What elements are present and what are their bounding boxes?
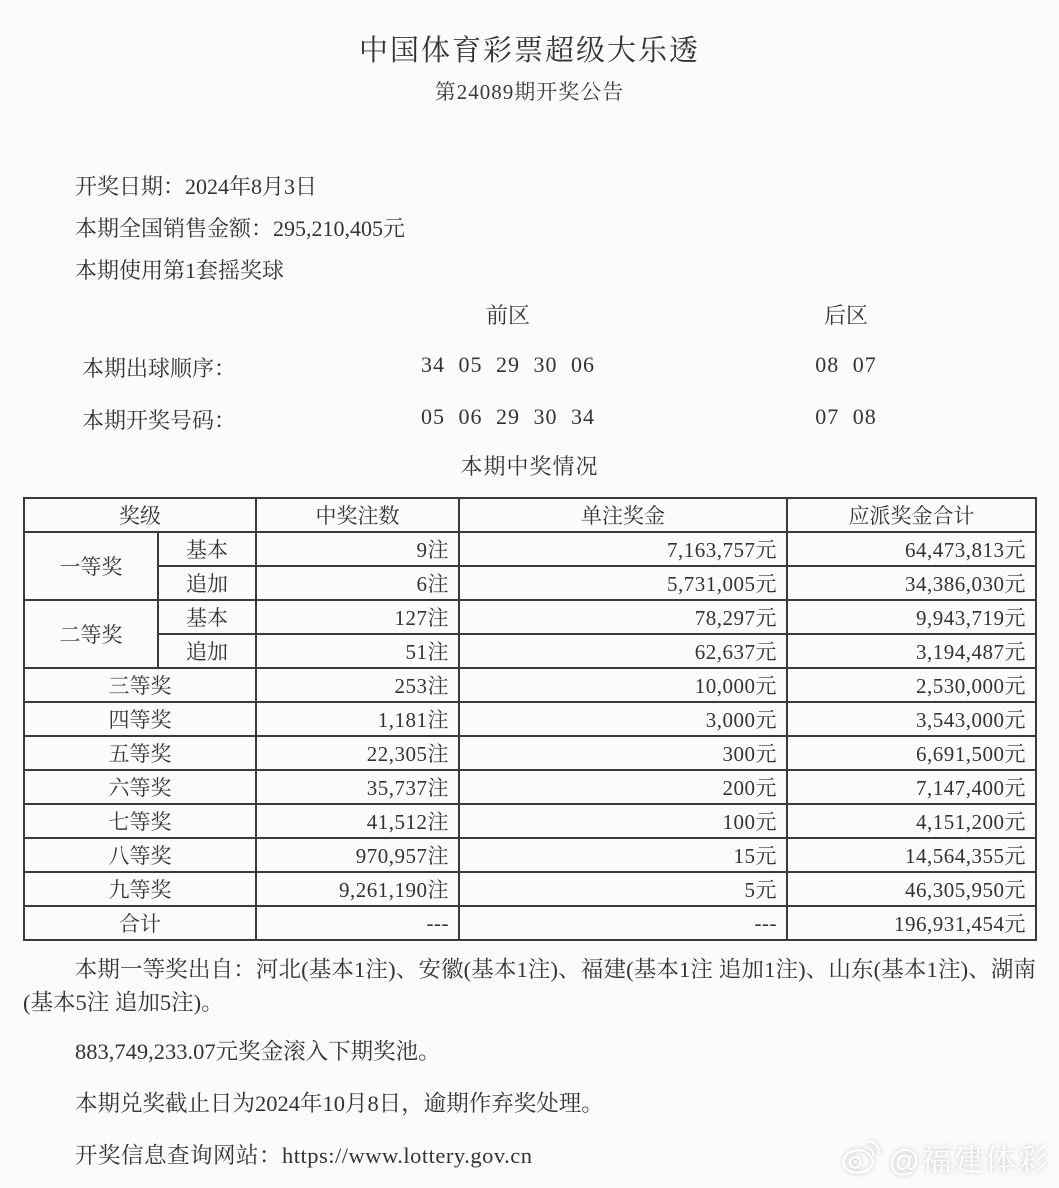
cell-prize: 5,731,005元	[459, 566, 787, 600]
cell-tier: 五等奖	[24, 736, 256, 770]
table-row	[24, 532, 1036, 566]
table-row	[24, 770, 1036, 804]
cell-count: 9注	[256, 532, 459, 566]
winning-numbers-front: 05 06 29 30 34	[421, 404, 595, 429]
cell-count: 127注	[256, 600, 459, 634]
cell-tier: 三等奖	[24, 668, 256, 702]
cell-total: 64,473,813元	[787, 532, 1036, 566]
watermark	[839, 1135, 1049, 1180]
cell-subtype: 追加	[158, 634, 256, 668]
winning-numbers-label: 本期开奖号码：	[82, 408, 237, 433]
deadline-note: 本期兑奖截止日为2024年10月8日，逾期作弃奖处理。	[75, 1091, 604, 1116]
table-row	[24, 872, 1036, 906]
cell-count: 41,512注	[256, 804, 459, 838]
ball-order-label: 本期出球顺序：	[82, 356, 237, 381]
first-prize-origin-note: 本期一等奖出自：河北(基本1注)、安徽(基本1注)、福建(基本1注 追加1注)、山东(基本1注)、湖南(基本5注 追加5注)。	[23, 957, 1036, 1015]
table-row	[24, 736, 1036, 770]
cell-prize: 300元	[459, 736, 787, 770]
cell-prize: 62,637元	[459, 634, 787, 668]
summary-prize: ---	[459, 906, 787, 940]
table-row	[24, 702, 1036, 736]
cell-total: 14,564,355元	[787, 838, 1036, 872]
cell-count: 9,261,190注	[256, 872, 459, 906]
cell-tier: 二等奖	[24, 600, 158, 668]
table-row	[24, 804, 1036, 838]
website-note: 开奖信息查询网站：https://www.lottery.gov.cn	[75, 1143, 533, 1168]
draw-date-line: 开奖日期：2024年8月3日	[75, 174, 318, 199]
table-row	[24, 566, 1036, 600]
table-row	[24, 634, 1036, 668]
cell-tier: 九等奖	[24, 872, 256, 906]
header-count: 中奖注数	[256, 498, 459, 532]
cell-prize: 3,000元	[459, 702, 787, 736]
cell-count: 35,737注	[256, 770, 459, 804]
ball-order-row	[0, 352, 1059, 382]
watermark-handle: @福建体彩	[888, 1143, 1049, 1178]
cell-total: 4,151,200元	[787, 804, 1036, 838]
page-subtitle: 第24089期开奖公告	[434, 80, 625, 104]
results-section-title: 本期中奖情况	[460, 454, 599, 479]
cell-total: 34,386,030元	[787, 566, 1036, 600]
table-summary-row	[24, 906, 1036, 940]
table-row	[24, 668, 1036, 702]
ball-order-front-numbers: 34 05 29 30 06	[421, 352, 595, 377]
rollover-note: 883,749,233.07元奖金滚入下期奖池。	[75, 1039, 441, 1064]
header-tier: 奖级	[24, 498, 256, 532]
cell-count: 51注	[256, 634, 459, 668]
cell-prize: 5元	[459, 872, 787, 906]
cell-subtype: 追加	[158, 566, 256, 600]
page-title: 中国体育彩票超级大乐透	[358, 35, 700, 67]
sales-amount-line: 本期全国销售金额：295,210,405元	[75, 216, 406, 241]
front-zone-label: 前区	[485, 303, 530, 328]
cell-prize: 78,297元	[459, 600, 787, 634]
cell-subtype: 基本	[158, 532, 256, 566]
cell-prize: 200元	[459, 770, 787, 804]
back-zone-label: 后区	[823, 303, 868, 328]
draw-info-block	[75, 166, 405, 292]
header-total: 应派奖金合计	[787, 498, 1036, 532]
cell-tier: 八等奖	[24, 838, 256, 872]
table-header-row	[24, 498, 1036, 532]
winning-numbers-row	[0, 404, 1059, 434]
cell-prize: 10,000元	[459, 668, 787, 702]
cell-count: 253注	[256, 668, 459, 702]
summary-label: 合计	[24, 906, 256, 940]
cell-tier: 一等奖	[24, 532, 158, 600]
cell-total: 9,943,719元	[787, 600, 1036, 634]
cell-tier: 七等奖	[24, 804, 256, 838]
cell-total: 3,543,000元	[787, 702, 1036, 736]
cell-count: 6注	[256, 566, 459, 600]
header-prize: 单注奖金	[459, 498, 787, 532]
cell-prize: 7,163,757元	[459, 532, 787, 566]
weibo-icon	[839, 1139, 881, 1177]
ball-set-line: 本期使用第1套摇奖球	[75, 258, 285, 283]
ball-order-back-numbers: 08 07	[815, 352, 877, 377]
cell-subtype: 基本	[158, 600, 256, 634]
cell-total: 3,194,487元	[787, 634, 1036, 668]
summary-total: 196,931,454元	[787, 906, 1036, 940]
table-row	[24, 600, 1036, 634]
cell-tier: 四等奖	[24, 702, 256, 736]
zone-header-row	[0, 299, 1059, 329]
winning-numbers-back: 07 08	[815, 404, 877, 429]
cell-prize: 15元	[459, 838, 787, 872]
table-row	[24, 838, 1036, 872]
cell-total: 46,305,950元	[787, 872, 1036, 906]
cell-total: 2,530,000元	[787, 668, 1036, 702]
cell-count: 22,305注	[256, 736, 459, 770]
cell-total: 6,691,500元	[787, 736, 1036, 770]
cell-prize: 100元	[459, 804, 787, 838]
cell-count: 970,957注	[256, 838, 459, 872]
cell-total: 7,147,400元	[787, 770, 1036, 804]
cell-tier: 六等奖	[24, 770, 256, 804]
prize-table	[23, 497, 1037, 941]
summary-count: ---	[256, 906, 459, 940]
cell-count: 1,181注	[256, 702, 459, 736]
